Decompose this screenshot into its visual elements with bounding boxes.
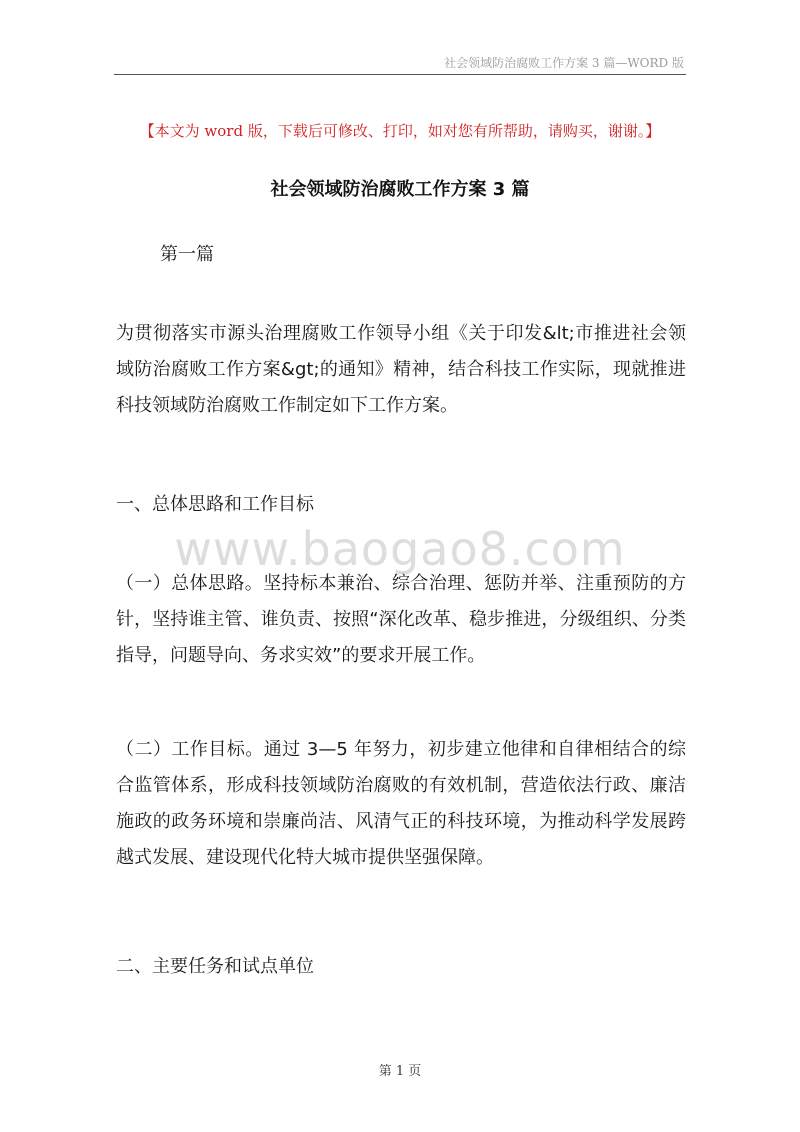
document-title: 社会领域防治腐败工作方案 3 篇	[270, 179, 530, 200]
section-label: 第一篇	[160, 244, 214, 265]
purchase-notice: 【本文为 word 版，下载后可修改、打印，如对您有所帮助，请购买，谢谢。】	[139, 122, 661, 140]
heading-2: 二、主要任务和试点单位	[116, 956, 314, 977]
heading-1: 一、总体思路和工作目标	[116, 494, 314, 515]
intro-paragraph: 为贯彻落实市源头治理腐败工作领导小组《关于印发&lt;市推进社会领域防治腐败工作方案&gt;的通知》精神，结合科技工作实际，现就推进科技领域防治腐败工作制定如下工作方案。	[116, 323, 686, 416]
paragraph-2: （二）工作目标。通过 3—5 年努力，初步建立他律和自律相结合的综合监管体系，形成科技领域防治腐败的有效机制，营造依法行政、廉洁施政的政务环境和崇廉尚洁、风清气正的科技环境，为推动科学发展跨越式发展、建设现代化特大城市提供坚强保障。	[116, 739, 686, 868]
page-number: 第 1 页	[378, 1064, 422, 1079]
watermark: www.baogao8.com	[174, 522, 626, 576]
header-divider	[114, 74, 686, 75]
running-header: 社会领域防治腐败工作方案 3 篇—WORD 版	[444, 56, 684, 70]
paragraph-1: （一）总体思路。坚持标本兼治、综合治理、惩防并举、注重预防的方针，坚持谁主管、谁负责、按照“深化改革、稳步推进，分级组织、分类指导，问题导向、务求实效”的要求开展工作。	[116, 573, 686, 666]
